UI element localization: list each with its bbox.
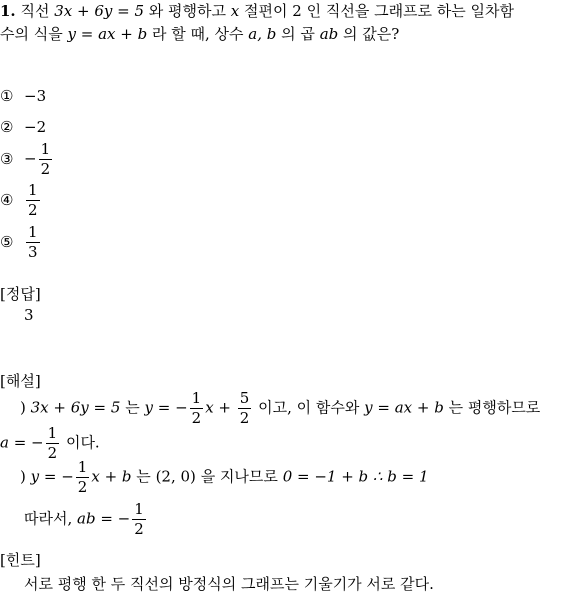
equation: 3x + 6y = 5 bbox=[54, 2, 144, 20]
answer-value: 3 bbox=[24, 306, 34, 324]
question-text: 의 곱 bbox=[281, 25, 315, 43]
choice-marker: ⑤ bbox=[0, 232, 14, 251]
question-text: 라 할 때, 상수 bbox=[151, 25, 244, 43]
variable: x bbox=[230, 2, 240, 20]
choice-fraction: $\frac{1}{2}$ bbox=[28, 181, 38, 219]
choice-2[interactable] bbox=[0, 118, 46, 136]
choice-marker: ① bbox=[0, 87, 14, 105]
variables: a, b bbox=[248, 25, 277, 43]
hint-label: [힌트] bbox=[0, 551, 41, 569]
choice-marker: ④ bbox=[0, 190, 14, 209]
question-text: 와 평행하고 bbox=[148, 2, 226, 20]
answer-label: [정답] bbox=[0, 285, 41, 303]
choice-marker: ③ bbox=[0, 149, 14, 168]
equation: y = ax + b bbox=[67, 25, 148, 43]
solution-line-2: a = − $\frac{1}{2}$ 이다. bbox=[0, 424, 100, 462]
question-number: 1. bbox=[0, 2, 16, 20]
question-text: 절편이 2 인 직선을 그래프로 하는 일차함 bbox=[244, 2, 515, 20]
choice-4[interactable] bbox=[0, 183, 42, 218]
solution-line-4: 따라서, ab = − $\frac{1}{2}$ bbox=[24, 500, 144, 538]
product: ab bbox=[319, 25, 339, 43]
choice-5[interactable] bbox=[0, 225, 42, 260]
solution-label: [해설] bbox=[0, 372, 41, 390]
question-text: 직선 bbox=[20, 2, 50, 20]
question-line-2 bbox=[0, 23, 399, 44]
choice-3[interactable] bbox=[0, 142, 54, 177]
choice-fraction: $\frac{1}{3}$ bbox=[28, 223, 38, 261]
solution-line-1: ) 3x + 6y = 5 는 y = − $\frac{1}{2}$ x + $\frac{5}{2}$ 이고, 이 함수와 y = ax + b 는 평행하므로 bbox=[20, 389, 541, 427]
question-text: 의 값은? bbox=[343, 25, 400, 43]
choice-sign: − bbox=[24, 149, 37, 168]
hint-text: 서로 평행 한 두 직선의 방정식의 그래프는 기울기가 서로 같다. bbox=[24, 575, 434, 593]
question-text: 수의 식을 bbox=[0, 25, 63, 43]
solution-line-3: ) y = − $\frac{1}{2}$ x + b 는 (2, 0) 을 지나므로 0 = −1 + b ∴ b = 1 bbox=[20, 458, 429, 496]
choice-value: −2 bbox=[24, 118, 47, 136]
choice-1[interactable] bbox=[0, 87, 46, 105]
choice-marker: ② bbox=[0, 118, 14, 136]
question-line-1 bbox=[0, 0, 514, 21]
choice-value: −3 bbox=[24, 87, 47, 105]
choice-fraction: $\frac{1}{2}$ bbox=[40, 140, 51, 178]
